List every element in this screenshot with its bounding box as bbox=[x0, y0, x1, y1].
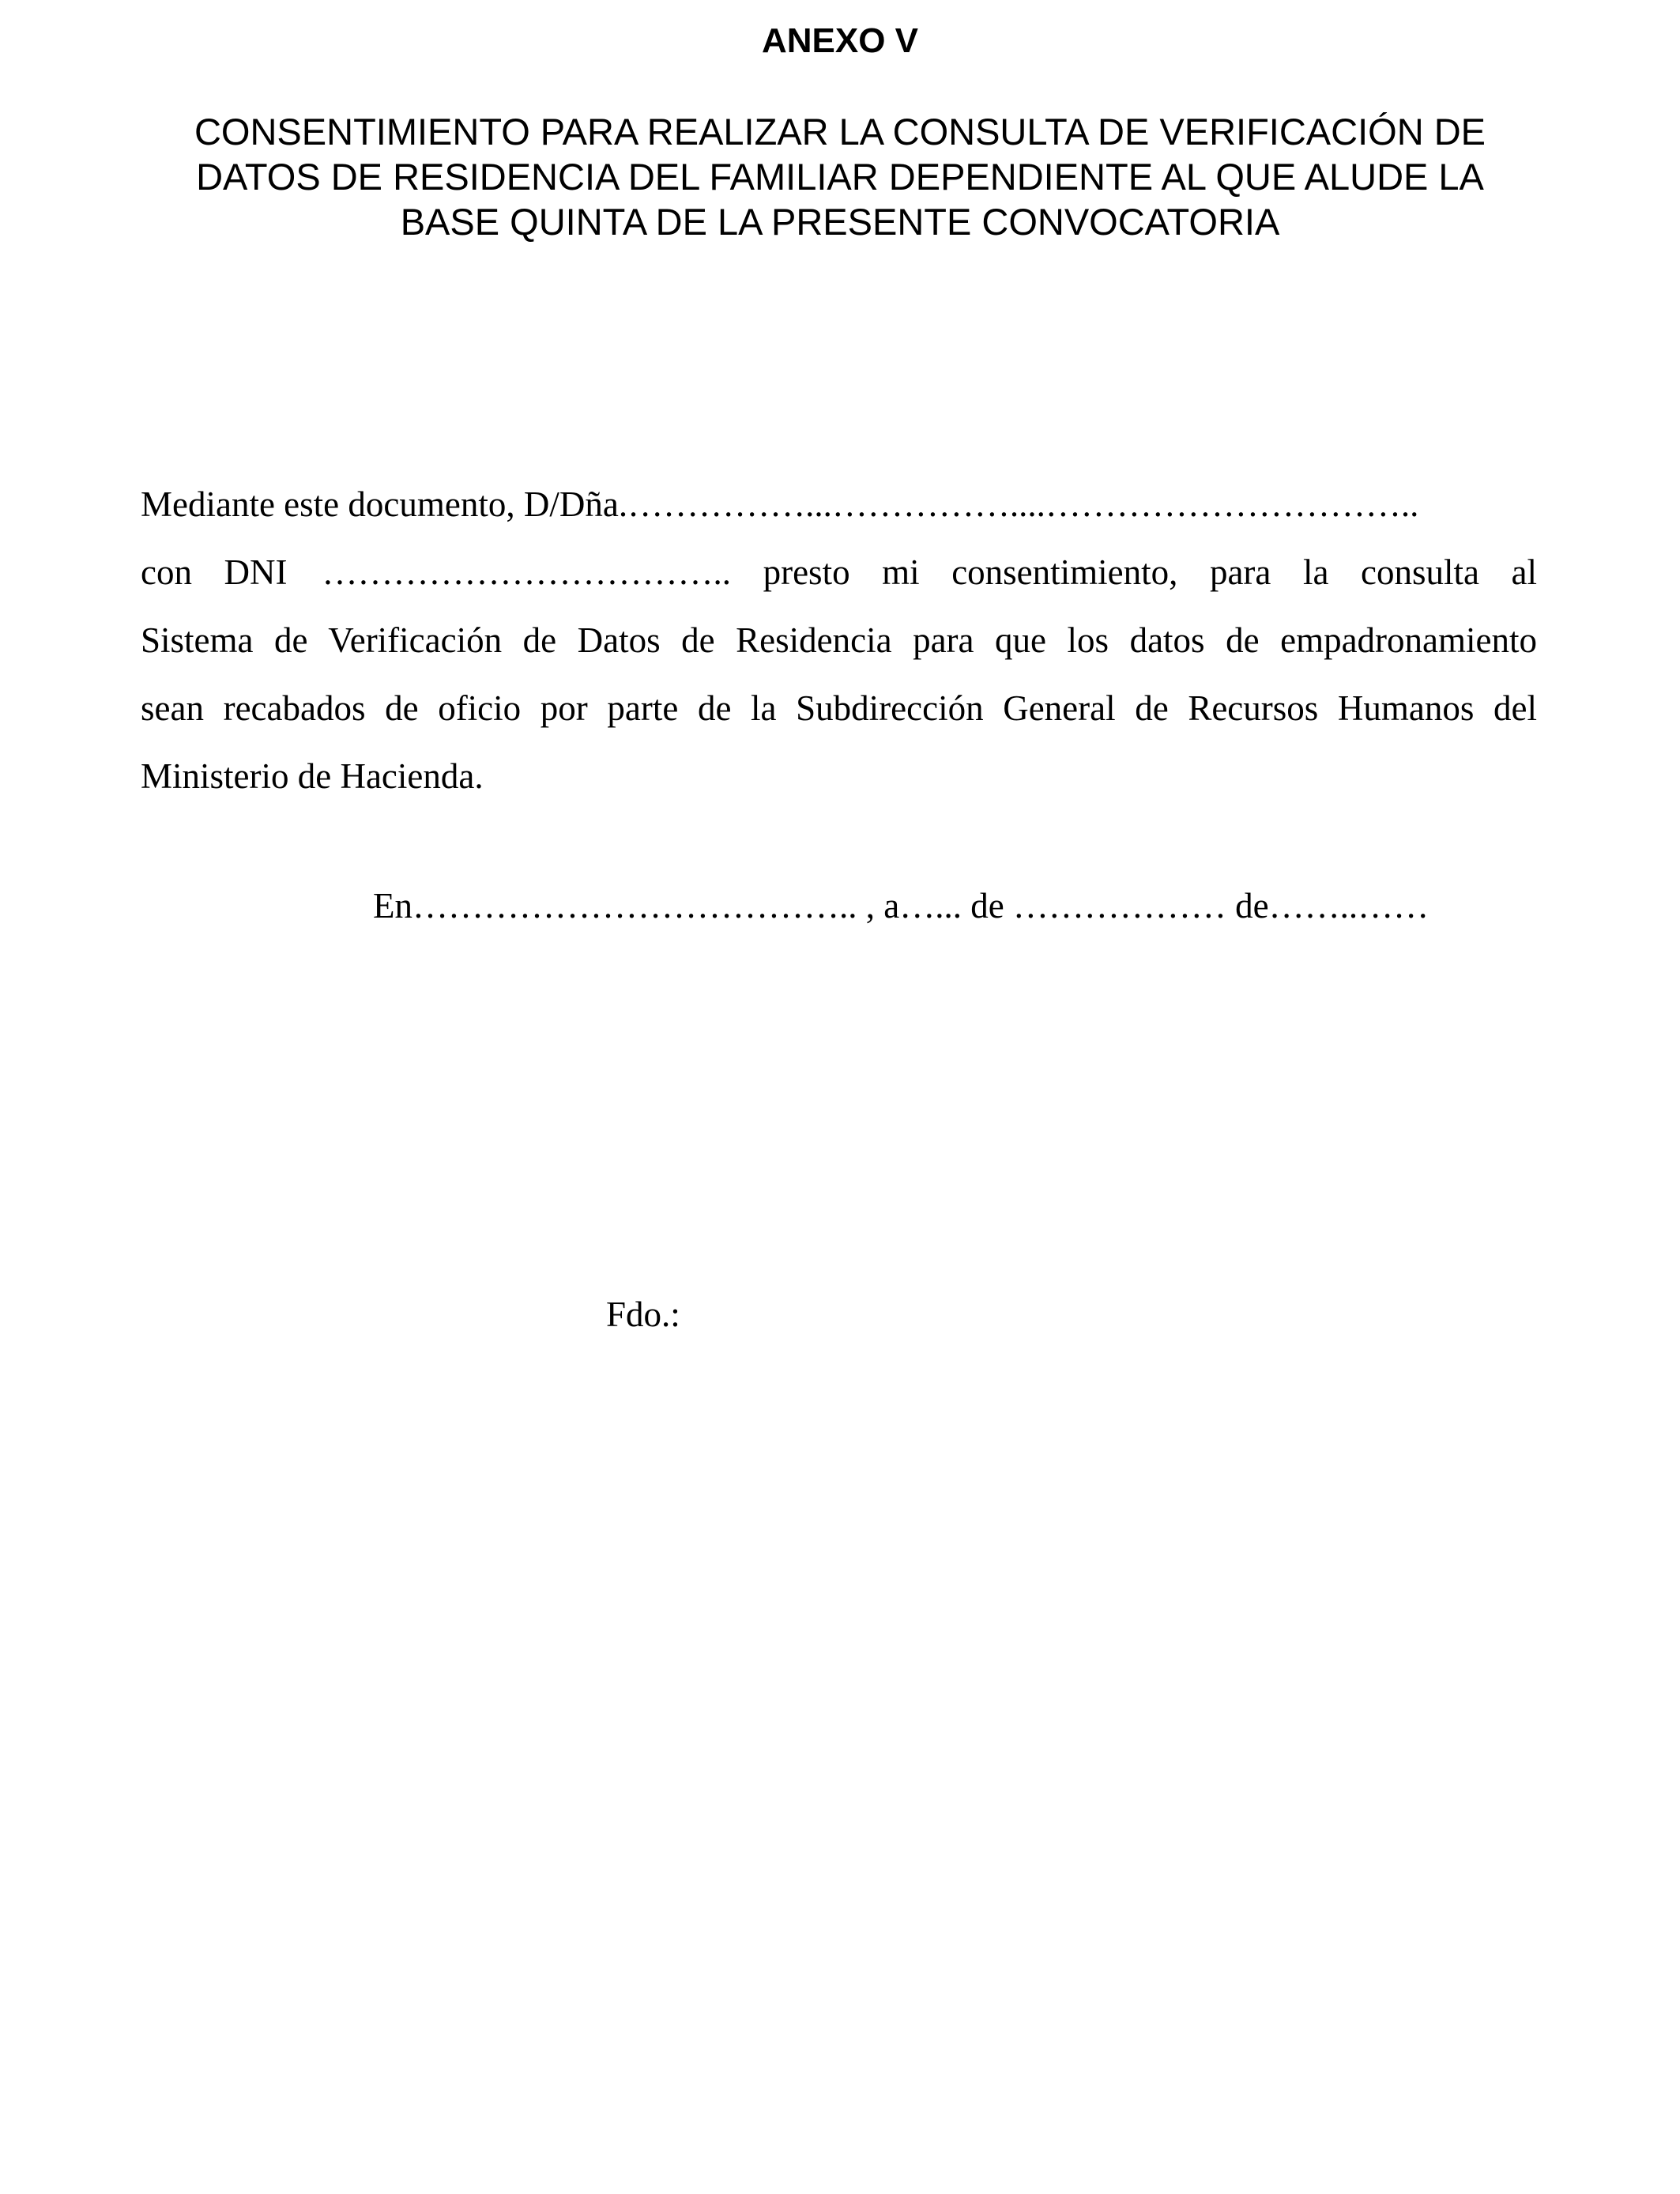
consent-line: Ministerio de Hacienda. bbox=[141, 756, 484, 796]
consent-line-dni bbox=[141, 538, 1537, 606]
heading-line: BASE QUINTA DE LA PRESENTE CONVOCATORIA bbox=[400, 201, 1280, 243]
dni-consent-text: …………………………….. presto mi consentimiento, para la consulta al bbox=[322, 552, 1537, 592]
consent-paragraph bbox=[141, 470, 1537, 810]
dni-label: con DNI bbox=[141, 552, 288, 592]
heading-line: DATOS DE RESIDENCIA DEL FAMILIAR DEPENDIENTE AL QUE ALUDE LA bbox=[196, 156, 1484, 198]
signature-label: Fdo.: bbox=[606, 1295, 680, 1334]
consent-line: sean recabados de oficio por parte de la Subdirección General de Recursos Humanos del bbox=[141, 688, 1537, 728]
annex-title: ANEXO V bbox=[761, 21, 919, 60]
heading-line: CONSENTIMIENTO PARA REALIZAR LA CONSULTA DE VERIFICACIÓN DE bbox=[194, 111, 1486, 153]
consent-line-name: Mediante este documento, D/Dña.……………...……………....………………………….. bbox=[141, 484, 1419, 524]
consent-line: Sistema de Verificación de Datos de Residencia para que los datos de empadronamiento bbox=[141, 620, 1537, 660]
document-heading bbox=[119, 109, 1561, 244]
place-date-line: En……………………………….. , a…... de ……………… de……..…… bbox=[373, 886, 1430, 925]
